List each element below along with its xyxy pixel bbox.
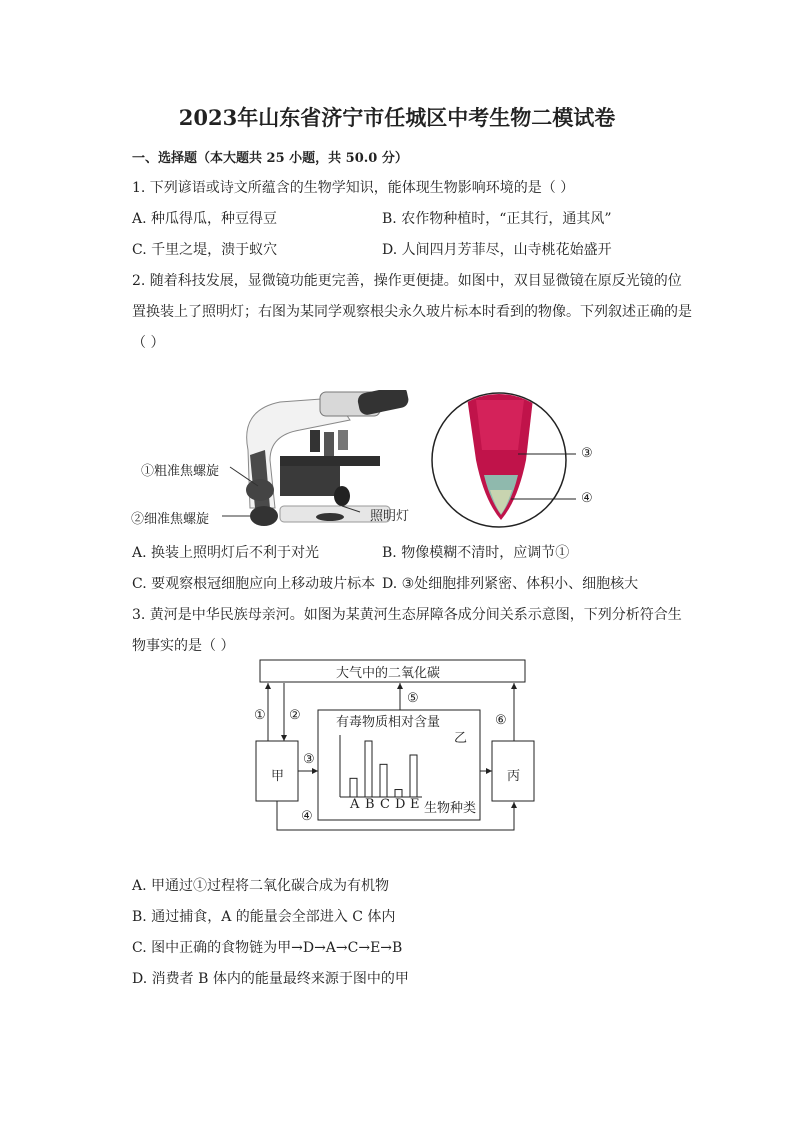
chart-xlabel: 生物种类 [424, 801, 477, 816]
tick-label-E: E [410, 797, 420, 812]
lamp-label: 照明灯 [370, 509, 410, 524]
q3-option-d: D. 消费者 B 体内的能量最终来源于图中的甲 [132, 971, 409, 987]
q1-option-a: A. 种瓜得瓜，种豆得豆 [132, 211, 278, 227]
bar-D [395, 790, 402, 797]
q1-option-b: B. 农作物种植时，“正其行，通其风” [382, 211, 612, 227]
bar-B [365, 741, 372, 797]
q3-stem-line1: 3. 黄河是中华民族母亲河。如图为某黄河生态屏障各成分间关系示意图，下列分析符合生 [132, 607, 682, 623]
q3-stem-line2: 物事实的是（ ） [132, 638, 235, 654]
arrow-6: ⑥ [495, 713, 507, 728]
atmosphere-label: 大气中的二氧化碳 [336, 666, 441, 681]
bing-label: 丙 [507, 769, 521, 784]
tick-label-D: D [395, 797, 406, 812]
q2-stem-line1: 2. 随着科技发展，显微镜功能更完善，操作更便捷。如图中，双目显微镜在原反光镜的位 [132, 273, 682, 289]
q1-stem: 1. 下列谚语或诗文所蕴含的生物学知识，能体现生物影响环境的是（ ） [132, 180, 575, 196]
yi-label: 乙 [454, 731, 468, 746]
bar-C [380, 764, 387, 797]
q2-option-c: C. 要观察根冠细胞应向上移动玻片标本 [132, 576, 376, 592]
arrow-5: ⑤ [407, 691, 419, 706]
q2-option-b: B. 物像模糊不清时，应调节① [382, 545, 570, 561]
bar-E [410, 755, 417, 797]
q3-option-b: B. 通过捕食，A 的能量会全部进入 C 体内 [132, 909, 396, 925]
bar-A [350, 778, 357, 797]
tick-label-C: C [380, 797, 390, 812]
q2-option-d: D. ③处细胞排列紧密、体积小、细胞核大 [382, 576, 639, 592]
root-tip-figure [426, 390, 576, 530]
q1-option-d: D. 人间四月芳菲尽，山寺桃花始盛开 [382, 242, 612, 258]
q3-option-c: C. 图中正确的食物链为甲→D→A→C→E→B [132, 940, 403, 956]
q2-stem-line3: （ ） [132, 335, 165, 351]
arrow-2: ② [289, 708, 301, 723]
arrow-1: ① [254, 708, 266, 723]
chart-ylabel: 有毒物质相对含量 [336, 715, 441, 730]
fine-focus-label: ②细准焦螺旋 [131, 512, 210, 527]
jia-label: 甲 [271, 769, 285, 784]
q3-option-a: A. 甲通过①过程将二氧化碳合成为有机物 [132, 878, 390, 894]
marker-4: ④ [581, 491, 593, 506]
page-title: 2023年山东省济宁市任城区中考生物二模试卷 [178, 105, 616, 130]
tick-label-B: B [365, 797, 375, 812]
q2-option-a: A. 换装上照明灯后不利于对光 [132, 545, 320, 561]
tick-label-A: A [350, 797, 360, 812]
marker-3: ③ [581, 446, 593, 461]
arrow-3: ③ [303, 752, 315, 767]
q2-stem-line2: 置换装上了照明灯；右图为某同学观察根尖永久玻片标本时看到的物像。下列叙述正确的是 [132, 304, 692, 320]
arrow-4: ④ [301, 809, 313, 824]
section-heading: 一、选择题（本大题共 25 小题，共 50.0 分） [132, 151, 408, 166]
ecosystem-diagram [250, 655, 540, 840]
q1-option-c: C. 千里之堤，溃于蚁穴 [132, 242, 278, 258]
coarse-focus-label: ①粗准焦螺旋 [141, 464, 220, 479]
